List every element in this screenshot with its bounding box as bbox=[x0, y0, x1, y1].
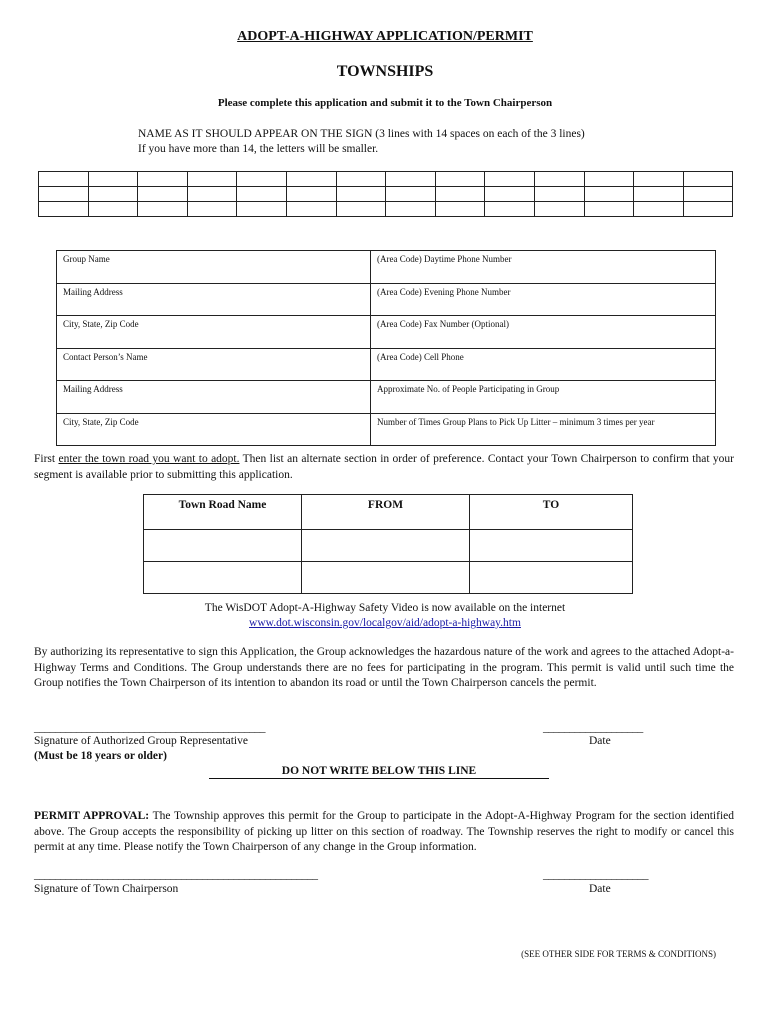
sign-note-line-2: If you have more than 14, the letters will be smaller. bbox=[138, 143, 379, 155]
contact-city-state-zip-field[interactable]: City, State, Zip Code bbox=[57, 414, 371, 446]
road-table bbox=[143, 494, 633, 594]
video-text: The WisDOT Adopt-A-Highway Safety Video is now available on the internet bbox=[204, 602, 566, 614]
sign-line-3 bbox=[39, 202, 733, 217]
alt-to-cell[interactable] bbox=[470, 562, 633, 594]
road-name-cell[interactable] bbox=[144, 530, 302, 562]
group-signature-line[interactable]: ____________________________________________ bbox=[34, 722, 265, 734]
form-instruction: Please complete this application and submit it to the Town Chairperson bbox=[217, 97, 553, 109]
terms-footer: (SEE OTHER SIDE FOR TERMS & CONDITIONS) bbox=[521, 949, 716, 959]
from-cell[interactable] bbox=[302, 530, 470, 562]
group-signature-label: Signature of Authorized Group Representative bbox=[34, 735, 248, 747]
group-date-line[interactable]: ___________________ bbox=[543, 722, 643, 734]
age-requirement: (Must be 18 years or older) bbox=[34, 750, 167, 762]
alt-road-name-cell[interactable] bbox=[144, 562, 302, 594]
do-not-write-divider: DO NOT WRITE BELOW THIS LINE bbox=[209, 765, 549, 779]
table-row bbox=[144, 530, 633, 562]
chair-date-label: Date bbox=[589, 883, 611, 895]
num-people-field[interactable]: Approximate No. of People Participating in Group bbox=[377, 384, 560, 394]
group-date-label: Date bbox=[589, 735, 611, 747]
mailing-address-field[interactable]: Mailing Address bbox=[57, 284, 371, 316]
fax-field[interactable]: (Area Code) Fax Number (Optional) bbox=[377, 319, 509, 329]
chair-signature-line[interactable]: ______________________________________________________ bbox=[34, 869, 318, 881]
contact-name-field[interactable]: Contact Person’s Name bbox=[57, 349, 371, 381]
permit-approval-text: The Township approves this permit for the Group to participate in the Adopt-A-Highway Program for the section identified above. The Group accepts the responsibility of picking up litter on this section of roadway. The Township reserves the right to modify or cancel this permit at any time. Please notify the Town Chairperson of any change in the Group information. bbox=[34, 810, 735, 853]
header-from: FROM bbox=[302, 495, 470, 530]
contact-mailing-address-field[interactable]: Mailing Address bbox=[57, 381, 371, 413]
daytime-phone-field[interactable]: (Area Code) Daytime Phone Number bbox=[377, 254, 512, 264]
to-cell[interactable] bbox=[470, 530, 633, 562]
chair-date-line[interactable]: ____________________ bbox=[543, 869, 648, 881]
road-instructions-post: Then list an alternate section in order of preference. Contact your Town Chairperson to confirm that your segment is available prior to submitting this application. bbox=[34, 453, 734, 481]
group-info-form bbox=[56, 250, 716, 446]
permit-approval-paragraph bbox=[34, 809, 734, 856]
city-state-zip-field[interactable]: City, State, Zip Code bbox=[57, 316, 371, 348]
form-title: ADOPT-A-HIGHWAY APPLICATION/PERMIT bbox=[237, 29, 533, 44]
authorization-paragraph: By authorizing its representative to sign this Application, the Group acknowledges the hazardous nature of the work and agrees to the attached Adopt-a-Highway Terms and Conditions. The Group understands there are no fees for participating in the program. This permit is valid until such time the Group notifies the Town Chairperson of its intention to abandon its road or until the Town Chairperson cancels the permit. bbox=[34, 646, 734, 689]
sign-line-1 bbox=[39, 172, 733, 187]
sign-note-line-1: NAME AS IT SHOULD APPEAR ON THE SIGN (3 lines with 14 spaces on each of the 3 lines) bbox=[138, 128, 585, 140]
road-instructions-pre: First bbox=[34, 453, 59, 465]
sign-letter-grid[interactable] bbox=[38, 171, 733, 217]
video-notice bbox=[0, 601, 770, 631]
road-instructions bbox=[34, 452, 734, 483]
form-subtitle: TOWNSHIPS bbox=[336, 63, 434, 80]
pickup-times-field[interactable]: Number of Times Group Plans to Pick Up Litter – minimum 3 times per year bbox=[377, 416, 655, 427]
chair-signature-label: Signature of Town Chairperson bbox=[34, 883, 179, 895]
sign-note bbox=[138, 127, 738, 157]
alt-from-cell[interactable] bbox=[302, 562, 470, 594]
permit-approval-label: PERMIT APPROVAL: bbox=[34, 810, 150, 822]
evening-phone-field[interactable]: (Area Code) Evening Phone Number bbox=[377, 286, 511, 297]
road-instructions-emphasis: enter the town road you want to adopt. bbox=[58, 453, 240, 465]
header-town-road-name: Town Road Name bbox=[144, 495, 302, 530]
header-to: TO bbox=[470, 495, 633, 530]
sign-line-2 bbox=[39, 187, 733, 202]
video-link[interactable]: www.dot.wisconsin.gov/localgov/aid/adopt-a-highway.htm bbox=[249, 617, 521, 629]
group-name-field[interactable]: Group Name bbox=[57, 251, 371, 283]
table-row bbox=[144, 562, 633, 594]
cell-phone-field[interactable]: (Area Code) Cell Phone bbox=[377, 351, 464, 362]
